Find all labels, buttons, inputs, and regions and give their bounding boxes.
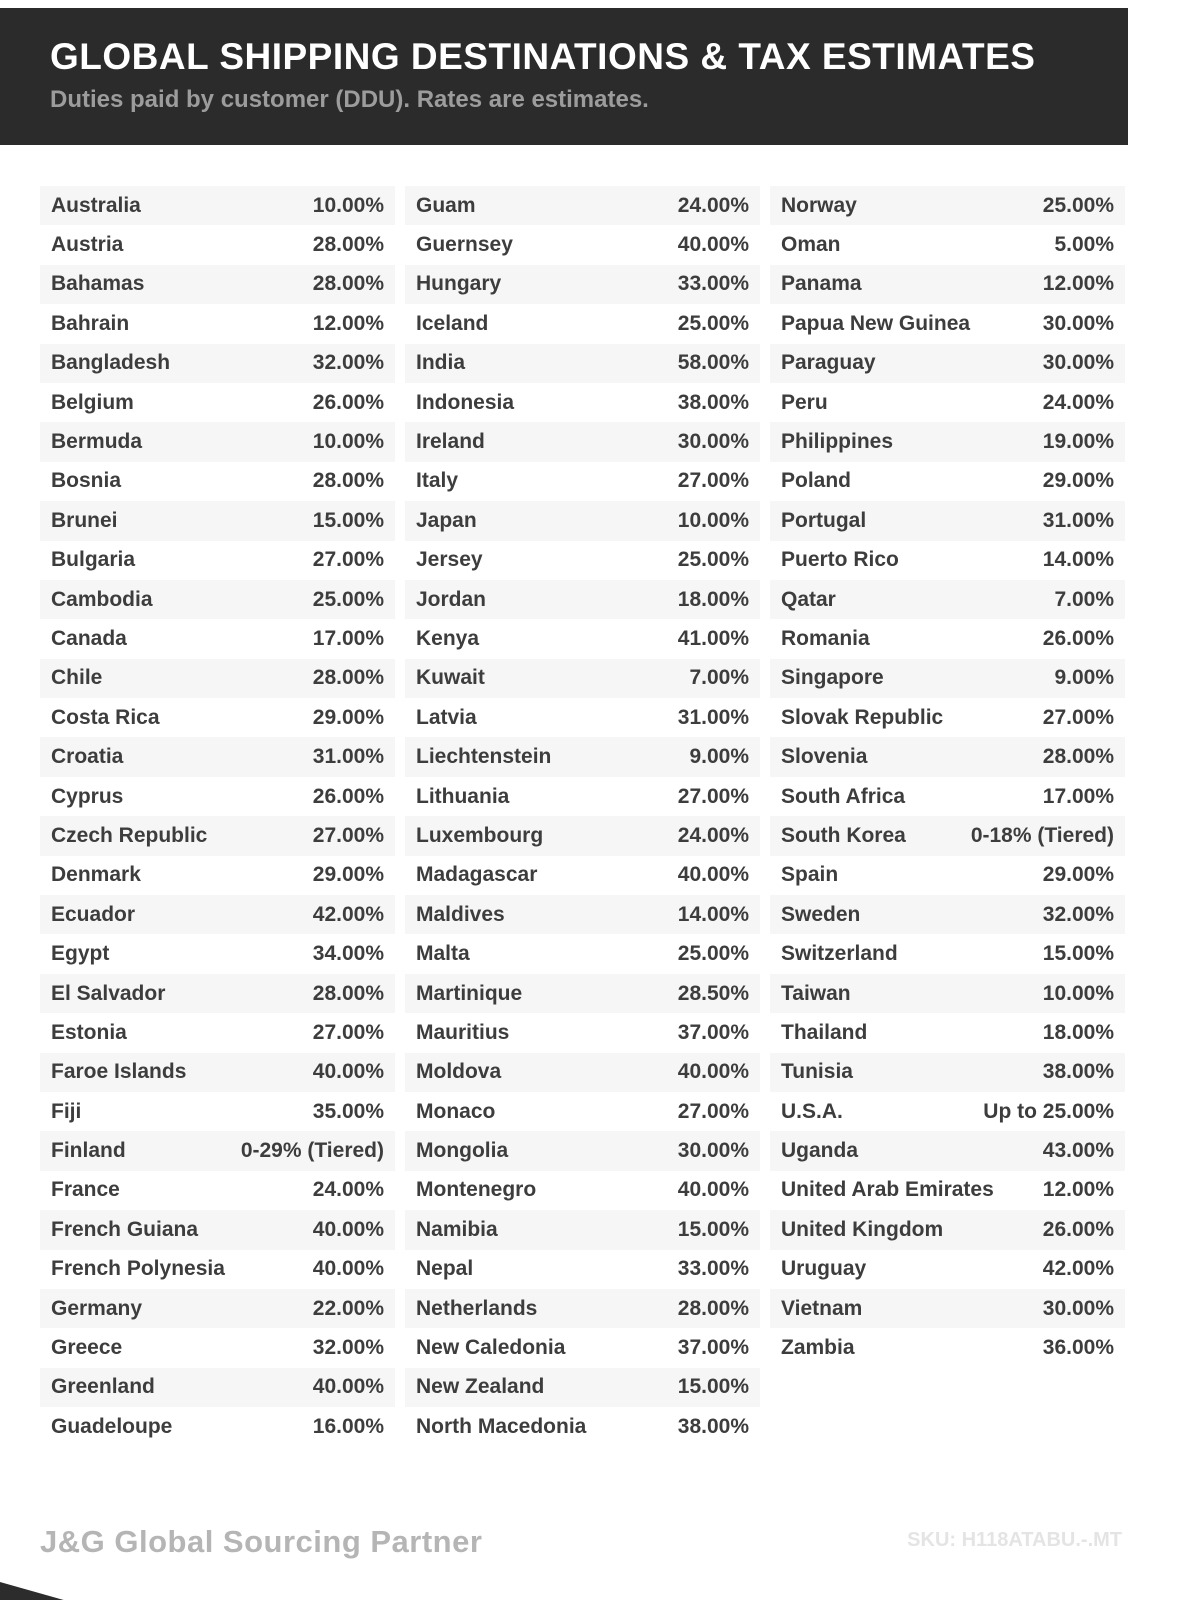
rate-column [40, 186, 395, 1447]
table-row [405, 659, 760, 698]
tax-rate: 15.00% [1042, 942, 1114, 966]
country-name: Maldives [416, 902, 505, 926]
country-name: Belgium [51, 390, 134, 414]
table-row [405, 1328, 760, 1367]
tax-rate: 22.00% [312, 1296, 384, 1320]
rate-column [405, 186, 760, 1447]
country-name: Singapore [781, 666, 884, 690]
table-row [770, 737, 1125, 776]
table-row [770, 659, 1125, 698]
country-name: Jersey [416, 548, 483, 572]
table-row [405, 619, 760, 658]
country-name: Zambia [781, 1336, 855, 1360]
country-name: Lithuania [416, 784, 510, 808]
table-row [405, 1368, 760, 1407]
country-name: Slovenia [781, 745, 868, 769]
table-row [405, 1053, 760, 1092]
table-row [40, 422, 395, 461]
tax-rate: 28.00% [312, 469, 384, 493]
tax-rate: 36.00% [1042, 1336, 1114, 1360]
country-name: Peru [781, 390, 828, 414]
table-row [40, 265, 395, 304]
tax-rate: 0-18% (Tiered) [970, 823, 1114, 847]
country-name: Hungary [416, 272, 502, 296]
country-name: Bulgaria [51, 548, 136, 572]
country-name: United Arab Emirates [781, 1178, 994, 1202]
table-row [770, 1092, 1125, 1131]
tax-rate: 24.00% [312, 1178, 384, 1202]
country-name: South Korea [781, 823, 906, 847]
table-row [405, 1289, 760, 1328]
table-row [405, 422, 760, 461]
table-row [40, 1250, 395, 1289]
tax-rate: 27.00% [677, 784, 749, 808]
tax-rate: 32.00% [312, 351, 384, 375]
tax-rate: 5.00% [1054, 233, 1114, 257]
tax-rate: 35.00% [312, 1099, 384, 1123]
country-name: Bahamas [51, 272, 145, 296]
table-row [770, 934, 1125, 973]
tax-rate: 30.00% [677, 430, 749, 454]
country-name: South Africa [781, 784, 906, 808]
tax-rate: 31.00% [312, 745, 384, 769]
country-name: Guadeloupe [51, 1414, 173, 1438]
table-row [770, 856, 1125, 895]
tax-rate: 24.00% [677, 193, 749, 217]
tax-rate: Up to 25.00% [983, 1099, 1114, 1123]
table-row [40, 659, 395, 698]
tax-rate: 58.00% [677, 351, 749, 375]
tax-rate: 30.00% [1042, 351, 1114, 375]
table-row [40, 541, 395, 580]
tax-rate: 17.00% [1042, 784, 1114, 808]
table-row [40, 895, 395, 934]
table-row [40, 974, 395, 1013]
table-row [40, 344, 395, 383]
country-name: Panama [781, 272, 862, 296]
tax-rate: 10.00% [312, 430, 384, 454]
tax-rate: 27.00% [1042, 705, 1114, 729]
table-row [770, 225, 1125, 264]
table-row [40, 856, 395, 895]
country-name: Kenya [416, 626, 480, 650]
table-row [770, 698, 1125, 737]
table-row [770, 265, 1125, 304]
country-name: Romania [781, 626, 870, 650]
country-name: Papua New Guinea [781, 311, 971, 335]
tax-rate: 27.00% [677, 1099, 749, 1123]
table-row [770, 1171, 1125, 1210]
tax-rate: 15.00% [677, 1217, 749, 1241]
table-row [40, 1368, 395, 1407]
tax-rate: 30.00% [1042, 1296, 1114, 1320]
country-name: Portugal [781, 508, 867, 532]
country-name: Indonesia [416, 390, 515, 414]
tax-rate: 25.00% [312, 587, 384, 611]
table-row [405, 974, 760, 1013]
tax-rate: 16.00% [312, 1414, 384, 1438]
table-row [40, 462, 395, 501]
country-name: Puerto Rico [781, 548, 899, 572]
tax-rate: 7.00% [689, 666, 749, 690]
country-name: Oman [781, 233, 841, 257]
tax-rate: 12.00% [312, 311, 384, 335]
table-row [405, 698, 760, 737]
tax-rate: 30.00% [1042, 311, 1114, 335]
tax-rate: 27.00% [312, 548, 384, 572]
tax-rate: 40.00% [677, 1178, 749, 1202]
country-name: Fiji [51, 1099, 82, 1123]
country-name: Kuwait [416, 666, 485, 690]
tax-rate: 19.00% [1042, 430, 1114, 454]
table-row [770, 1328, 1125, 1367]
country-name: Mongolia [416, 1139, 509, 1163]
tax-rate: 18.00% [677, 587, 749, 611]
tax-rate: 31.00% [1042, 508, 1114, 532]
country-name: Bahrain [51, 311, 130, 335]
country-name: Malta [416, 942, 470, 966]
tax-rate: 28.00% [1042, 745, 1114, 769]
country-name: Guernsey [416, 233, 513, 257]
country-name: Qatar [781, 587, 836, 611]
country-name: India [416, 351, 466, 375]
country-name: France [51, 1178, 120, 1202]
table-row [770, 1013, 1125, 1052]
table-row [770, 304, 1125, 343]
tax-rate: 29.00% [1042, 469, 1114, 493]
footer-sku: SKU: H118ATABU.-.MT [907, 1529, 1122, 1551]
country-name: Nepal [416, 1257, 474, 1281]
country-name: Czech Republic [51, 823, 208, 847]
tax-rate: 9.00% [1054, 666, 1114, 690]
table-row [770, 186, 1125, 225]
table-row [770, 1053, 1125, 1092]
table-row [405, 1210, 760, 1249]
table-row [40, 816, 395, 855]
tax-rate: 38.00% [677, 1414, 749, 1438]
country-name: Paraguay [781, 351, 876, 375]
table-row [770, 1289, 1125, 1328]
country-name: Moldova [416, 1060, 502, 1084]
country-name: Austria [51, 233, 124, 257]
table-row [40, 737, 395, 776]
table-row [405, 186, 760, 225]
country-name: New Caledonia [416, 1336, 566, 1360]
tax-rate: 40.00% [312, 1060, 384, 1084]
country-name: Taiwan [781, 981, 851, 1005]
tax-rate: 29.00% [1042, 863, 1114, 887]
table-row [40, 934, 395, 973]
table-row [40, 619, 395, 658]
tax-rate: 26.00% [1042, 1217, 1114, 1241]
tax-rate: 33.00% [677, 272, 749, 296]
tax-rate: 27.00% [312, 823, 384, 847]
country-name: Jordan [416, 587, 487, 611]
tax-rate: 28.00% [677, 1296, 749, 1320]
tax-rate: 40.00% [677, 233, 749, 257]
table-row [770, 1131, 1125, 1170]
table-row [770, 344, 1125, 383]
country-name: Sweden [781, 902, 861, 926]
tax-rate: 12.00% [1042, 1178, 1114, 1202]
tax-rate: 32.00% [1042, 902, 1114, 926]
country-name: Denmark [51, 863, 141, 887]
country-name: Montenegro [416, 1178, 537, 1202]
country-name: Greenland [51, 1375, 155, 1399]
tax-rate: 40.00% [312, 1217, 384, 1241]
table-row [40, 698, 395, 737]
table-row [40, 501, 395, 540]
table-row [40, 1092, 395, 1131]
country-name: Mauritius [416, 1020, 510, 1044]
tax-rate: 25.00% [677, 942, 749, 966]
table-row [770, 816, 1125, 855]
table-row [40, 777, 395, 816]
country-name: Vietnam [781, 1296, 863, 1320]
table-row [405, 1250, 760, 1289]
tax-rate: 40.00% [312, 1257, 384, 1281]
tax-rate: 14.00% [677, 902, 749, 926]
tax-rate: 28.00% [312, 666, 384, 690]
table-row [40, 580, 395, 619]
tax-rate: 29.00% [312, 863, 384, 887]
table-row [40, 1053, 395, 1092]
tax-rate: 43.00% [1042, 1139, 1114, 1163]
tax-rate: 38.00% [1042, 1060, 1114, 1084]
table-row [40, 1407, 395, 1446]
country-name: El Salvador [51, 981, 166, 1005]
country-name: Egypt [51, 942, 110, 966]
table-row [770, 1210, 1125, 1249]
tax-rate: 26.00% [1042, 626, 1114, 650]
country-name: Japan [416, 508, 477, 532]
tax-rate: 10.00% [1042, 981, 1114, 1005]
country-name: Bosnia [51, 469, 122, 493]
country-name: Netherlands [416, 1296, 538, 1320]
tax-rate: 25.00% [677, 548, 749, 572]
tax-rate: 27.00% [677, 469, 749, 493]
table-row [405, 265, 760, 304]
table-row [405, 895, 760, 934]
corner-accent [0, 1582, 92, 1600]
table-row [405, 1407, 760, 1446]
country-name: Ecuador [51, 902, 136, 926]
country-name: Spain [781, 863, 839, 887]
country-name: Italy [416, 469, 459, 493]
country-name: Latvia [416, 705, 477, 729]
tax-rate: 40.00% [677, 1060, 749, 1084]
table-row [40, 1210, 395, 1249]
table-row [405, 1171, 760, 1210]
country-name: Canada [51, 626, 127, 650]
tax-rate: 10.00% [312, 193, 384, 217]
country-name: Luxembourg [416, 823, 544, 847]
country-name: French Guiana [51, 1217, 199, 1241]
table-row [770, 462, 1125, 501]
table-row [405, 1013, 760, 1052]
tax-rate: 31.00% [677, 705, 749, 729]
country-name: Finland [51, 1139, 126, 1163]
table-row [40, 186, 395, 225]
country-name: Croatia [51, 745, 124, 769]
country-name: Namibia [416, 1217, 498, 1241]
table-row [40, 1171, 395, 1210]
table-row [405, 383, 760, 422]
rates-table [40, 186, 1125, 1447]
tax-rate: 40.00% [677, 863, 749, 887]
tax-rate: 40.00% [312, 1375, 384, 1399]
table-row [770, 541, 1125, 580]
tax-rate: 30.00% [677, 1139, 749, 1163]
country-name: Liechtenstein [416, 745, 552, 769]
table-row [770, 580, 1125, 619]
country-name: Iceland [416, 311, 489, 335]
country-name: Greece [51, 1336, 123, 1360]
tax-rate: 18.00% [1042, 1020, 1114, 1044]
table-row [40, 1131, 395, 1170]
tax-rate: 15.00% [312, 508, 384, 532]
tax-rate: 42.00% [1042, 1257, 1114, 1281]
table-row [770, 619, 1125, 658]
tax-rate: 14.00% [1042, 548, 1114, 572]
table-row [405, 501, 760, 540]
tax-rate: 27.00% [312, 1020, 384, 1044]
table-row [405, 737, 760, 776]
tax-rate: 0-29% (Tiered) [240, 1139, 384, 1163]
tax-rate: 29.00% [312, 705, 384, 729]
table-row [770, 422, 1125, 461]
tax-rate: 25.00% [677, 311, 749, 335]
table-row [40, 1328, 395, 1367]
page-subtitle: Duties paid by customer (DDU). Rates are estimates. [50, 86, 649, 113]
table-row [770, 501, 1125, 540]
table-row [405, 462, 760, 501]
table-row [770, 383, 1125, 422]
country-name: Australia [51, 193, 141, 217]
country-name: Tunisia [781, 1060, 853, 1084]
tax-rate: 17.00% [312, 626, 384, 650]
tax-rate: 25.00% [1042, 193, 1114, 217]
country-name: Guam [416, 193, 476, 217]
tax-rate: 42.00% [312, 902, 384, 926]
tax-rate: 28.00% [312, 272, 384, 296]
country-name: Faroe Islands [51, 1060, 187, 1084]
country-name: Chile [51, 666, 103, 690]
tax-rate: 37.00% [677, 1020, 749, 1044]
table-row [770, 777, 1125, 816]
tax-rate: 24.00% [677, 823, 749, 847]
tax-rate: 15.00% [677, 1375, 749, 1399]
rate-column [770, 186, 1125, 1368]
country-name: North Macedonia [416, 1414, 587, 1438]
tax-rate: 34.00% [312, 942, 384, 966]
country-name: Bermuda [51, 430, 143, 454]
country-name: Estonia [51, 1020, 127, 1044]
table-row [405, 304, 760, 343]
tax-rate: 28.50% [677, 981, 749, 1005]
tax-rate: 24.00% [1042, 390, 1114, 414]
country-name: Slovak Republic [781, 705, 944, 729]
table-row [770, 974, 1125, 1013]
table-row [405, 934, 760, 973]
tax-rate: 37.00% [677, 1336, 749, 1360]
country-name: Germany [51, 1296, 143, 1320]
country-name: French Polynesia [51, 1257, 225, 1281]
country-name: Norway [781, 193, 857, 217]
tax-rate: 26.00% [312, 390, 384, 414]
tax-rate: 26.00% [312, 784, 384, 808]
table-row [40, 383, 395, 422]
table-row [40, 304, 395, 343]
header-banner [0, 8, 1128, 145]
tax-rate: 12.00% [1042, 272, 1114, 296]
country-name: Poland [781, 469, 852, 493]
country-name: Monaco [416, 1099, 496, 1123]
country-name: Thailand [781, 1020, 868, 1044]
tax-rate: 9.00% [689, 745, 749, 769]
tax-rate: 10.00% [677, 508, 749, 532]
table-row [405, 816, 760, 855]
table-row [405, 856, 760, 895]
table-row [405, 777, 760, 816]
country-name: Cyprus [51, 784, 124, 808]
country-name: Cambodia [51, 587, 153, 611]
footer-brand: J&G Global Sourcing Partner [40, 1524, 483, 1559]
tax-rate: 33.00% [677, 1257, 749, 1281]
table-row [405, 1092, 760, 1131]
tax-rate: 7.00% [1054, 587, 1114, 611]
country-name: U.S.A. [781, 1099, 843, 1123]
country-name: Uruguay [781, 1257, 867, 1281]
country-name: Brunei [51, 508, 118, 532]
table-row [405, 1131, 760, 1170]
tax-rate: 32.00% [312, 1336, 384, 1360]
country-name: Uganda [781, 1139, 859, 1163]
page-title: GLOBAL SHIPPING DESTINATIONS & TAX ESTIMATES [50, 36, 1036, 77]
tax-rate: 28.00% [312, 233, 384, 257]
table-row [40, 1013, 395, 1052]
country-name: Philippines [781, 430, 894, 454]
tax-rate: 38.00% [677, 390, 749, 414]
country-name: New Zealand [416, 1375, 545, 1399]
table-row [770, 895, 1125, 934]
country-name: Martinique [416, 981, 523, 1005]
country-name: Madagascar [416, 863, 538, 887]
country-name: Ireland [416, 430, 485, 454]
country-name: Bangladesh [51, 351, 171, 375]
table-row [40, 1289, 395, 1328]
tax-rate: 28.00% [312, 981, 384, 1005]
table-row [405, 344, 760, 383]
table-row [405, 541, 760, 580]
tax-rate: 41.00% [677, 626, 749, 650]
table-row [770, 1250, 1125, 1289]
country-name: Costa Rica [51, 705, 160, 729]
country-name: United Kingdom [781, 1217, 944, 1241]
table-row [405, 580, 760, 619]
table-row [40, 225, 395, 264]
table-row [405, 225, 760, 264]
country-name: Switzerland [781, 942, 898, 966]
